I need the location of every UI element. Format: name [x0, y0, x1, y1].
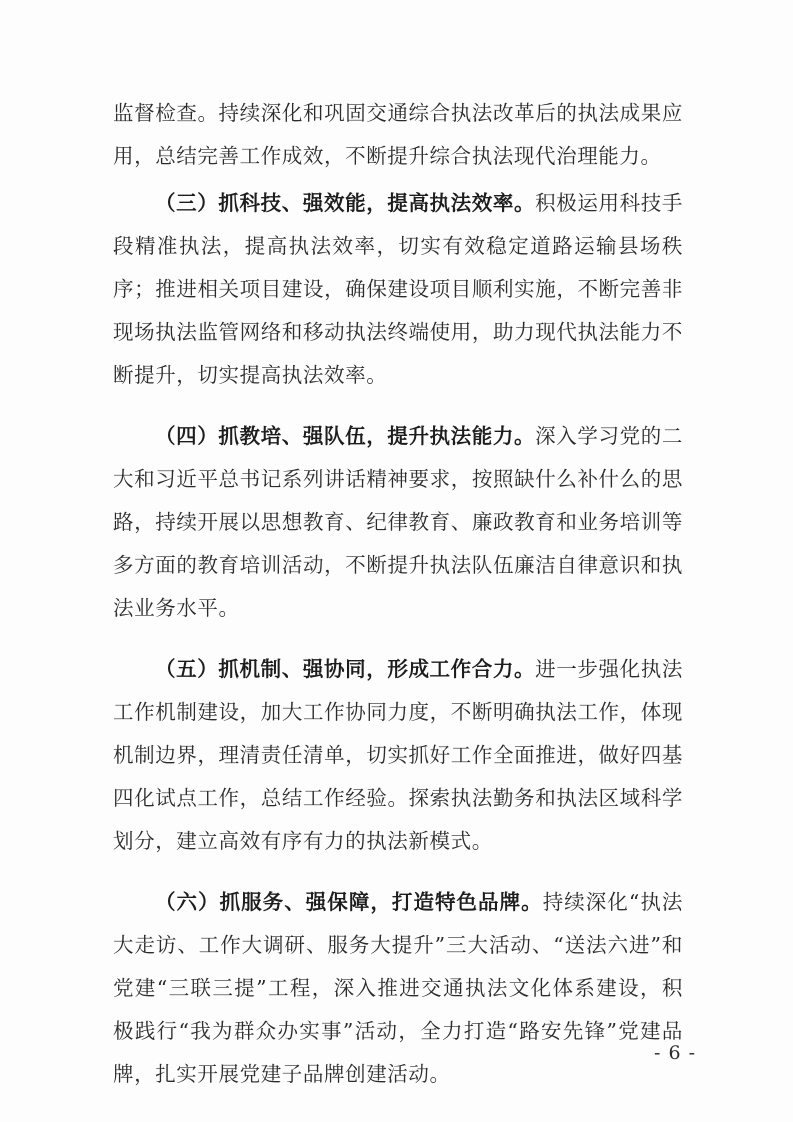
- paragraph: [113, 648, 683, 863]
- paragraph-text: 持续深化“执法大走访、工作大调研、服务大提升”三大活动、“送法六进”和党建“三联三提”工程，深入推进交通执法文化体系建设，积极践行“我为群众办实事”活动，全力打造“路安先锋”党建品牌，扎实开展党建子品牌创建活动。: [113, 890, 683, 1086]
- paragraph: [113, 92, 683, 178]
- paragraph-text: 积极运用科技手段精准执法，提高执法效率，切实有效稳定道路运输县场秩序；推进相关项目建设，确保建设项目顺利实施，不断完善非现场执法监管网络和移动执法终端使用，助力现代执法能力不断提升，切实提高执法效率。: [113, 191, 683, 387]
- paragraph-text: 深入学习党的二大和习近平总书记系列讲话精神要求，按照缺什么补什么的思路，持续开展以思想教育、纪律教育、廉政教育和业务培训等多方面的教育培训活动，不断提升执法队伍廉洁自律意识和执法业务水平。: [113, 424, 683, 620]
- paragraph: [113, 182, 683, 397]
- paragraph-heading: （五）抓机制、强协同，形成工作合力。: [155, 657, 536, 681]
- paragraph: [113, 881, 683, 1096]
- paragraph: [113, 415, 683, 630]
- page-number: - 6 -: [653, 1042, 696, 1064]
- paragraph-text: 监督检查。持续深化和巩固交通综合执法改革后的执法成果应用，总结完善工作成效，不断提升综合执法现代治理能力。: [113, 101, 683, 168]
- paragraph-text: 进一步强化执法工作机制建设，加大工作协同力度，不断明确执法工作，体现机制边界，理清责任清单，切实抓好工作全面推进，做好四基四化试点工作，总结工作经验。探索执法勤务和执法区域科学划分，建立高效有序有力的执法新模式。: [113, 657, 683, 853]
- paragraph-heading: （三）抓科技、强效能，提高执法效率。: [155, 191, 536, 215]
- document-body: [113, 92, 683, 1100]
- paragraph-heading: （四）抓教培、强队伍，提升执法能力。: [155, 424, 536, 448]
- paragraph-heading: （六）抓服务、强保障，打造特色品牌。: [155, 890, 543, 914]
